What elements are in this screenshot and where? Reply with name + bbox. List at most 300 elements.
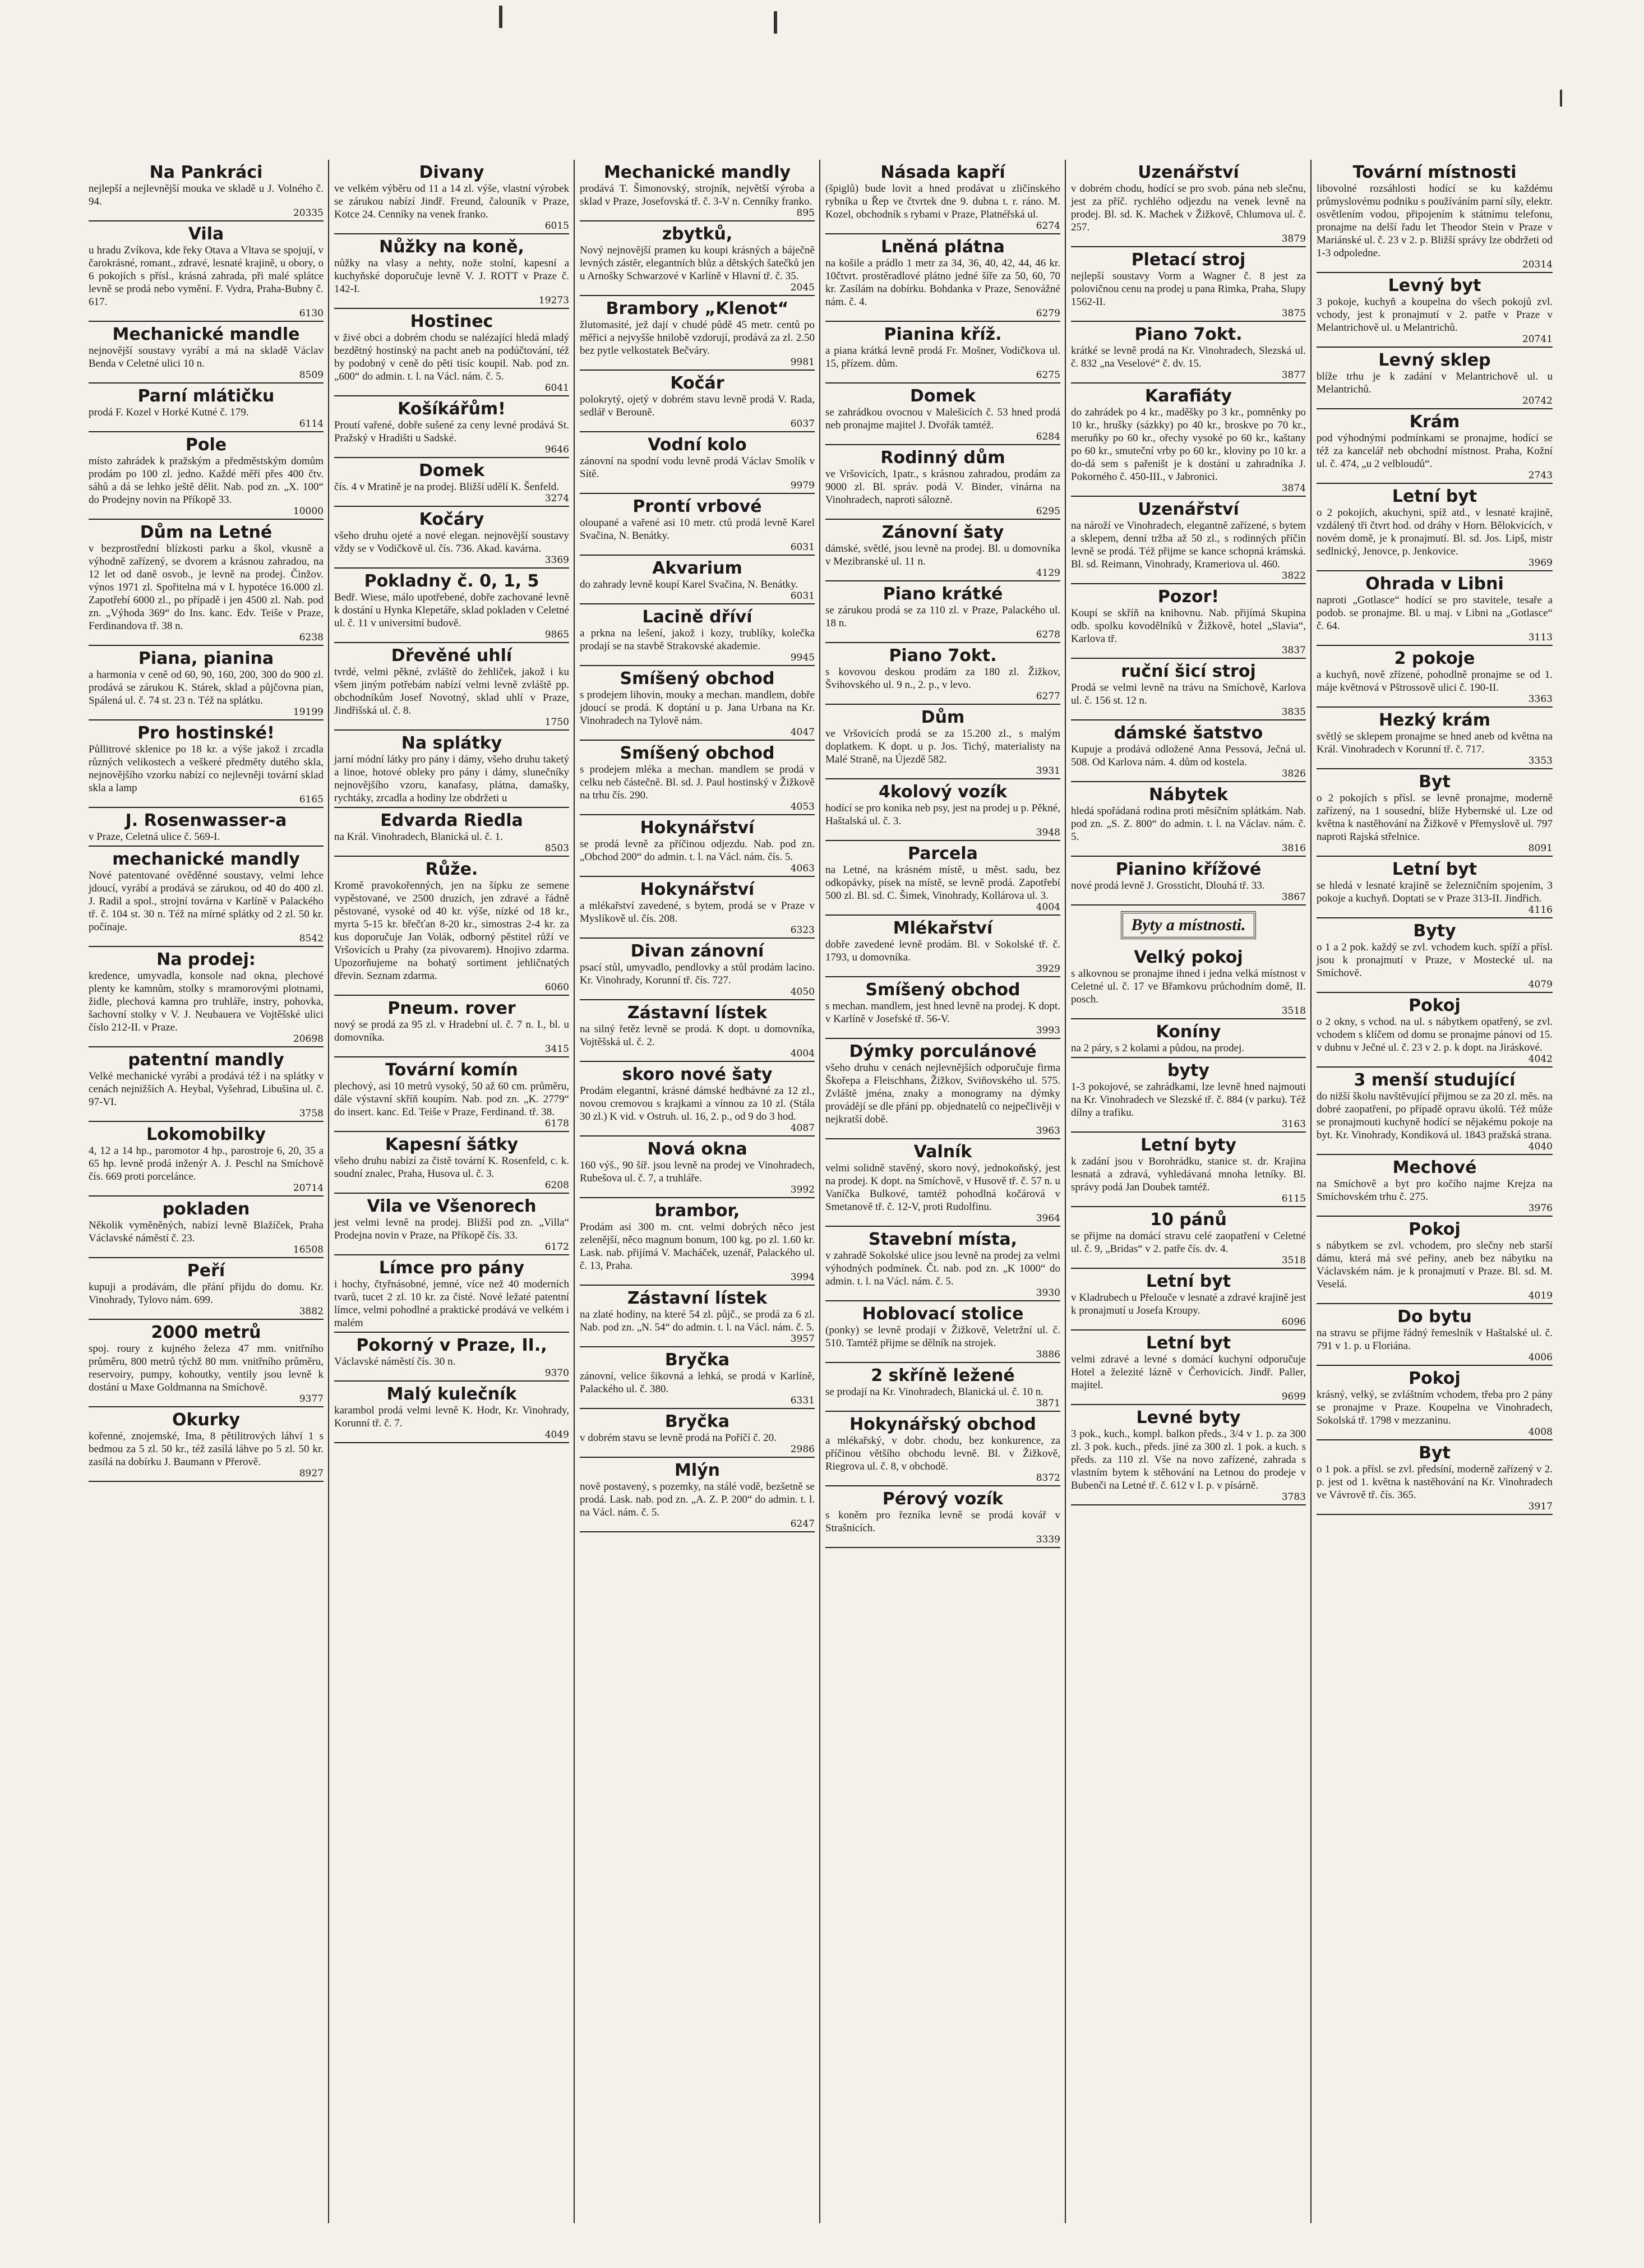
ad-reference-number: 20335 xyxy=(293,207,324,219)
classified-ad xyxy=(580,556,815,604)
ad-reference-number: 4049 xyxy=(544,1429,569,1440)
classified-ad xyxy=(334,458,569,507)
classified-ad xyxy=(580,815,815,877)
ad-reference-number: 6096 xyxy=(1281,1317,1306,1328)
ad-text: s kovovou deskou prodám za 180 zl. Žižkov, Švihovského ul. 9 n., 2. p., v levo. xyxy=(825,666,1060,691)
ad-reference-number: 3835 xyxy=(1281,706,1306,718)
ad-title: 4kolový vozík xyxy=(879,782,1007,802)
ad-title: 2 skříně ležené xyxy=(871,1366,1015,1385)
classified-ad xyxy=(1071,384,1306,497)
ad-reference-number: 8503 xyxy=(544,843,569,854)
ad-text: Prodá se velmi levně na trávu na Smíchově, Karlova ul. č. 156 st. 12 n. xyxy=(1071,682,1306,706)
classified-ad xyxy=(89,847,324,947)
ad-title: Na Pankráci xyxy=(149,163,263,182)
ad-reference-number: 3957 xyxy=(790,1333,815,1345)
classified-ad xyxy=(1317,409,1553,484)
ad-reference-number: 6015 xyxy=(544,220,569,232)
ad-reference-number: 9699 xyxy=(1281,1391,1306,1402)
classified-ad xyxy=(825,779,1060,841)
ad-text: v živé obci a dobrém chodu se nalézající hledá mladý bezdětný hostinský na pacht aneb na podúčtování, též by podobný v ceně do pěti tisíc koupil. Nab. pod zn. „600“ do admin. t. l. na Václ. nám. č. 5. xyxy=(334,332,569,382)
ad-title: Mechanické mandle xyxy=(112,325,300,344)
ad-title: Valník xyxy=(913,1142,972,1162)
ad-reference-number: 3930 xyxy=(1036,1287,1060,1299)
classified-ad xyxy=(1071,584,1306,659)
ad-text: s koněm pro řezníka levně se prodá kovář v Strašnicích. xyxy=(825,1509,1060,1534)
ad-title: Límce pro pány xyxy=(378,1258,525,1278)
ad-text: světlý se sklepem pronajme se hned aneb od května na Král. Vinohradech v Korunní tř. č. 717. xyxy=(1317,731,1553,755)
ad-text: a mlékařský, v dobr. chodu, bez konkurence, za příčinou většího obchodu levně. Bl. v Žižkově, Riegrova ul. č. 8, v obchodě. xyxy=(825,1435,1060,1472)
ad-reference-number: 4047 xyxy=(790,727,815,738)
ad-title: Tovární místnosti xyxy=(1352,163,1517,182)
classified-ad xyxy=(89,432,324,520)
ad-title: Levný byt xyxy=(1388,276,1481,295)
classified-ad xyxy=(825,322,1060,384)
ad-text: i hochy, čtyřnásobné, jemné, více než 40 moderních tvarů, tucet 2 zl. 10 kr. za čisté. Nové ležaté patentní límce, velmi pohodlné a praktické prodává ve velkém i malém xyxy=(334,1278,569,1329)
classified-ad xyxy=(1317,993,1553,1068)
ad-reference-number: 4087 xyxy=(790,1123,815,1134)
classified-ad xyxy=(334,569,569,643)
ad-reference-number: 20314 xyxy=(1522,259,1553,270)
ad-text: o 1 pok. a přísl. se zvl. předsíní, moderně zařízený v 2. p. jest od 1. května k nastěhování na Kr. Vinohradech ve Vávrově tř. čís. 365. xyxy=(1317,1463,1553,1501)
ad-text: a prkna na lešení, jakož i kozy, trublíky, kolečka prodají se na stavbě Strakovské akademie. xyxy=(580,627,815,652)
ad-title: Kočár xyxy=(670,373,724,393)
ad-reference-number: 3871 xyxy=(1036,1398,1060,1409)
ad-text: v dobrém stavu se levně prodá na Poříčí č. 20. xyxy=(580,1432,777,1444)
ad-reference-number: 20714 xyxy=(293,1182,324,1194)
ad-text: a mlékařství zavedené, s bytem, prodá se v Praze v Myslíkově ul. čís. 208. xyxy=(580,900,815,925)
classified-ad xyxy=(580,432,815,494)
ad-text: v Praze, Celetná ulice č. 569-I. xyxy=(89,831,220,843)
ad-text: s nábytkem se zvl. vchodem, pro slečny neb starší dámu, která má své peřiny, aneb bez nábytku na Václavském nám. je k pronajmutí v Praze. Bl. sd. M. Veselá. xyxy=(1317,1240,1553,1290)
ad-text: se prodají na Kr. Vinohradech, Blanická ul. č. 10 n. xyxy=(825,1386,1043,1398)
classified-ad xyxy=(89,646,324,720)
ad-title: Parní mlátičku xyxy=(137,386,275,406)
ad-text: se přijme na domácí stravu celé zaopatření v Celetné ul. č. 9, „Bridas“ v 2. patře čís. dv. 4. xyxy=(1071,1230,1306,1255)
ad-title: Dům na Letné xyxy=(140,523,273,542)
ad-title: Piana, pianina xyxy=(138,649,274,668)
ad-text: o 1 a 2 pok. každý se zvl. vchodem kuch. spíží a přísl. jsou k pronajmutí v Praze, v Mostecké ul. na Smíchově. xyxy=(1317,941,1553,979)
ad-reference-number: 4008 xyxy=(1528,1426,1553,1438)
ad-text: Prodám elegantní, krásné dámské hedbávné za 12 zl., novou cremovou s krajkami a vínnou za 10 zl. (Stála 30 zl.) K vid. v Ostruh. ul. 16, 2. p., od 9 do 3 hod. xyxy=(580,1085,815,1123)
ad-reference-number: 6115 xyxy=(1281,1193,1306,1204)
section-banner-text: Byty a místnosti. xyxy=(1121,911,1255,939)
classified-ad xyxy=(580,666,815,741)
ad-title: Akvarium xyxy=(652,558,742,578)
ad-reference-number: 2986 xyxy=(790,1444,815,1455)
ad-title: Letní byty xyxy=(1140,1135,1236,1155)
ad-title: Stavební místa, xyxy=(868,1230,1018,1249)
ad-reference-number: 4129 xyxy=(1036,567,1060,579)
classified-ad xyxy=(1071,1269,1306,1331)
ad-reference-number: 3163 xyxy=(1281,1119,1306,1130)
ad-title: Peří xyxy=(187,1261,225,1281)
ad-reference-number: 6031 xyxy=(790,590,815,602)
ad-reference-number: 6279 xyxy=(1036,308,1060,319)
classified-ad xyxy=(334,808,569,857)
ad-text: dámské, světlé, jsou levně na prodej. Bl. u domovníka v Mezibranské ul. 11 n. xyxy=(825,543,1060,567)
column-1 xyxy=(84,160,329,2223)
ad-reference-number: 4116 xyxy=(1528,904,1553,916)
classified-ad xyxy=(1317,918,1553,993)
ad-reference-number: 6323 xyxy=(790,925,815,936)
ad-title: Zástavní lístek xyxy=(627,1288,768,1308)
classified-ad xyxy=(825,705,1060,779)
ad-text: ve Vršovicích, 1patr., s krásnou zahradou, prodám za 9000 zl. Bl. správ. podá V. Binder, vinárna na Vinohradech, naproti sálozně. xyxy=(825,468,1060,506)
classified-ad xyxy=(334,1255,569,1333)
ad-title: Mechanické mandly xyxy=(603,163,791,182)
ad-text: 3 pokoje, kuchyň a koupelna do všech pokojů zvl. vchody, jest k pronajmutí v 2. patře v Praze v Melantrichově ul. u Melantrichů. xyxy=(1317,296,1553,334)
ad-title: Vila ve Všenorech xyxy=(367,1197,537,1216)
classified-ad xyxy=(89,160,324,221)
ad-title: mechanické mandly xyxy=(112,849,300,869)
classified-ad xyxy=(580,877,815,939)
ad-title: Pokladny č. 0, 1, 5 xyxy=(364,571,539,591)
classified-ad xyxy=(825,1139,1060,1227)
ad-text: Bedř. Wiese, málo upotřebené, dobře zachované levně k dostání u Hynka Klepetáře, sklad pokladen v Celetné ul. č. 11 v universitní budově. xyxy=(334,592,569,629)
ad-reference-number: 8372 xyxy=(1036,1472,1060,1484)
ad-reference-number: 6274 xyxy=(1036,220,1060,232)
classified-ad xyxy=(825,643,1060,705)
classified-ad xyxy=(334,857,569,996)
ad-title: 2 pokoje xyxy=(1394,649,1475,668)
ad-title: Karafiáty xyxy=(1145,386,1232,406)
classified-ad xyxy=(1317,857,1553,918)
ad-reference-number: 3518 xyxy=(1281,1005,1306,1017)
ad-reference-number: 3917 xyxy=(1528,1501,1553,1512)
classified-ad xyxy=(89,1122,324,1197)
ad-text: karambol prodá velmi levně K. Hodr, Kr. Vinohrady, Korunní tř. č. 7. xyxy=(334,1405,569,1429)
ad-reference-number: 3993 xyxy=(1036,1025,1060,1036)
ad-text: Koupí se skříň na knihovnu. Nab. přijímá Skupina odb. spolku kovodělníků v Žižkově, hotel „Slavia“, Karlova tř. xyxy=(1071,607,1306,645)
ad-text: Kromě pravokořenných, jen na šípku ze semene vypěstované, ve 2500 druzích, jen zdravé a řádně pěstované, vysoké od 40 kr. výše, nízké od 18 kr., myrta 5-15 kr. břečťan 8-20 kr., simostras 2-4 kr. za kus doporučuje Jan Volák, odborný pěstitel růží ve Vršovicích u Prahy (za pivovarem). Hnojivo zdarma. Upozorňujeme na bohatý sortiment jehličnatých dřevin. Seznam zdarma. xyxy=(334,880,569,982)
ad-title: Velký pokoj xyxy=(1134,948,1243,967)
ad-title: Byty xyxy=(1413,921,1456,941)
ad-title: Pletací stroj xyxy=(1131,250,1246,270)
ad-text: prodává T. Šimonovský, strojník, největší výroba a sklad v Praze, Josefovská tř. č. 3-V n. Cenníky franko. xyxy=(580,183,815,207)
ad-title: Dýmky porculánové xyxy=(849,1042,1037,1061)
ad-text: se prodá levně za příčinou odjezdu. Nab. pod zn. „Obchod 200“ do admin. t. l. na Václ. nám. čís. 5. xyxy=(580,838,815,863)
ad-reference-number: 4004 xyxy=(790,1048,815,1059)
ad-title: Nová okna xyxy=(647,1139,747,1159)
ad-title: patentní mandly xyxy=(128,1050,284,1070)
ad-text: a kuchyň, nově zřízené, pohodlně pronajme se od 1. máje květnová v Pštrossově ulici č. 190-II. xyxy=(1317,669,1553,694)
scan-mark xyxy=(499,6,502,28)
classified-ad xyxy=(1071,1331,1306,1405)
ad-title: Pianina kříž. xyxy=(884,325,1002,344)
ad-title: Mlýn xyxy=(674,1461,721,1480)
ad-reference-number: 9945 xyxy=(790,652,815,663)
classified-ad xyxy=(1071,1019,1306,1058)
classified-ad xyxy=(89,720,324,808)
classified-ad xyxy=(825,1227,1060,1301)
classified-ad xyxy=(89,947,324,1047)
ad-text: Kupuje a prodává odložené Anna Pessová, Ječná ul. 508. Od Karlova nám. 4. dům od kostela. xyxy=(1071,743,1306,768)
ad-text: (špiglů) bude lovit a hned prodávat u zličínského rybníka u Řep ve čtvrtek dne 9. dubna t. r. ráno. M. Kozel, obchodník s rybami v Praze, Platnéřská ul. xyxy=(825,183,1060,220)
classified-ad xyxy=(1317,160,1553,273)
classified-ad xyxy=(580,1062,815,1137)
ad-reference-number: 8927 xyxy=(299,1468,324,1479)
ad-title: Lacině dříví xyxy=(642,607,752,627)
ad-reference-number: 6172 xyxy=(544,1241,569,1253)
classified-ad xyxy=(825,977,1060,1039)
ad-reference-number: 6060 xyxy=(544,982,569,993)
ad-title: Letní byt xyxy=(1146,1333,1231,1353)
ad-reference-number: 6178 xyxy=(544,1118,569,1129)
classified-ad xyxy=(89,221,324,322)
ad-reference-number: 3363 xyxy=(1528,694,1553,705)
ad-text: kupuji a prodávám, dle přání přijdu do domu. Kr. Vinohrady, Tylovo nám. 699. xyxy=(89,1281,324,1306)
classified-ad xyxy=(334,1194,569,1255)
ad-text: všeho druhu nabízí za čistě tovární K. Rosenfeld, c. k. soudní znalec, Praha, Husova ul. č. 3. xyxy=(334,1155,569,1180)
classified-ad xyxy=(580,1409,815,1458)
ad-title: 3 menší studující xyxy=(1354,1070,1516,1090)
ad-title: Letní byt xyxy=(1392,860,1477,879)
ad-title: Pokoj xyxy=(1409,996,1461,1015)
ad-title: Uzenářství xyxy=(1138,163,1239,182)
ad-reference-number: 3867 xyxy=(1281,892,1306,903)
ad-title: Vodní kolo xyxy=(648,435,747,455)
ad-text: velmi solidně stavěný, skoro nový, jednokoňský, jest na prodej. K dopt. na Smíchově, v Husově tř. č. 57 n. u Vaníčka Bulkové, tamtéž pohodlná kočárová v Smetanově tř. č. 12-V, proti Rudolfinu. xyxy=(825,1162,1060,1213)
ad-reference-number: 3976 xyxy=(1528,1203,1553,1214)
ad-text: plechový, asi 10 metrů vysoký, 50 až 60 cm. průměru, dále výstavní skříň koupím. Nab. pod zn. „K. 2779“ do insert. kanc. Ed. Teiše v Praze, Ferdinand. tř. 38. xyxy=(334,1080,569,1118)
ad-reference-number: 4040 xyxy=(1528,1141,1553,1152)
ad-text: na Letné, na krásném místě, u měst. sadu, bez odkopávky, písek na místě, se levně prodá. Zapotřebí 500 zl. Bl. sd. C. Šimek, Vinohrady, Kollárova ul. 3. xyxy=(825,864,1060,902)
ad-title: Rodinný dům xyxy=(880,448,1005,468)
ad-title: pokladen xyxy=(162,1199,250,1219)
column-5 xyxy=(1066,160,1311,2223)
ad-text: k zadání jsou v Borohrádku, stanice st. dr. Krajina lesnatá a zdravá, vyhledávaná mnoha letníky. Bl. správy podá Jan Doubek tamtéž. xyxy=(1071,1156,1306,1193)
ad-text: Prodám asi 300 m. cnt. velmi dobrých něco jest zelenější, něco magnum bonum, 100 kg. po zl. 1.60 kr. Lask. nab. přijímá V. Macháček, uzenář, Palackého ul. č. 13, Praha. xyxy=(580,1221,815,1272)
ad-title: Piano 7okt. xyxy=(889,646,997,666)
ad-text: oloupané a vařené asi 10 metr. ctů prodá levně Karel Svačina, N. Benátky. xyxy=(580,517,815,542)
ad-reference-number: 3113 xyxy=(1528,632,1553,643)
ad-text: 4, 12 a 14 hp., paromotor 4 hp., parostroje 6, 20, 35 a 65 hp. levně prodá inženýr A. J. Peschl na Smíchově čís. 669 proti porcelánce. xyxy=(89,1145,324,1182)
classified-ad xyxy=(1071,247,1306,322)
ad-title: Kočáry xyxy=(419,510,484,529)
ad-title: Hokynářství xyxy=(640,880,755,899)
classified-ad xyxy=(334,507,569,569)
ad-reference-number: 1750 xyxy=(544,717,569,728)
ad-title: Hezký krám xyxy=(1378,710,1491,730)
ad-reference-number: 3518 xyxy=(1281,1255,1306,1266)
ad-text: a harmonia v ceně od 60, 90, 160, 200, 300 do 900 zl. prodává se zárukou K. Stárek, sklad a půjčovna pian, Spálená ul. č. 74 st. 23 n. Též na splátku. xyxy=(89,669,324,706)
ad-text: na nároží ve Vinohradech, elegantně zařízené, s bytem a sklepem, denní tržba až 50 zl., s rodinných příčin levně se prodá. Též přijme se kance schopná krámská. Bl. sd. Reimann, Vinohrady, Krameriova ul. 460. xyxy=(1071,520,1306,570)
ad-reference-number: 9865 xyxy=(544,629,569,640)
ad-text: a piana krátká levně prodá Fr. Mošner, Vodičkova ul. 15, přízem. dům. xyxy=(825,345,1060,369)
ad-title: Pokoj xyxy=(1409,1220,1461,1239)
ad-title: Na prodej: xyxy=(156,950,256,969)
ad-title: Edvarda Riedla xyxy=(380,811,523,830)
ad-text: na silný řetěz levně se prodá. K dopt. u domovníka, Vojtěšská ul. č. 2. xyxy=(580,1023,815,1048)
ad-text: o 2 pokojích s přísl. se levně pronajme, moderně zařízený, na 1 sousední, blíže Hybernské ul. Lze od května k nastěhování na Žižkově v Přemyslově ul. 797 naproti Rajská střelnice. xyxy=(1317,792,1553,843)
classified-ad xyxy=(580,1347,815,1409)
ad-reference-number: 4019 xyxy=(1528,1290,1553,1301)
classified-ad xyxy=(825,520,1060,581)
ad-text: nové prodá levně J. Grossticht, Dlouhá tř. 33. xyxy=(1071,880,1265,892)
ad-reference-number: 6165 xyxy=(299,794,324,805)
ad-title: 10 pánů xyxy=(1150,1210,1227,1230)
ad-text: v zahradě Sokolské ulice jsou levně na prodej za velmi výhodných podmínek. Čt. nab. pod zn. „K 1000“ do admin. t. l. na Václ. nám. č. 5. xyxy=(825,1250,1060,1287)
ad-reference-number: 20741 xyxy=(1522,334,1553,345)
classified-ad xyxy=(89,1047,324,1122)
ad-text: velmi zdravé a levné s domácí kuchyní odporučuje Hotel a železité lázně v Čerhovicích. Jindř. Paller, majitel. xyxy=(1071,1354,1306,1391)
ad-title: Uzenářství xyxy=(1138,500,1239,519)
ad-text: se zahrádkou ovocnou v Malešicích č. 53 hned prodá neb pronajme majitel J. Dvořák tamtéž. xyxy=(825,407,1060,431)
classified-ad xyxy=(89,322,324,384)
ad-text: do zahrady levně koupí Karel Svačina, N. Benátky. xyxy=(580,579,798,590)
ad-title: Parcela xyxy=(908,844,978,863)
ad-reference-number: 19273 xyxy=(538,295,569,306)
classified-ad xyxy=(825,581,1060,643)
classified-ad xyxy=(1071,945,1306,1019)
ad-text: s mechan. mandlem, jest hned levně na prodej. K dopt. v Karlíně v Josefské tř. 56-V. xyxy=(825,1000,1060,1025)
ad-title: Letní byt xyxy=(1146,1272,1231,1291)
ad-reference-number: 6295 xyxy=(1036,506,1060,517)
ad-reference-number: 8542 xyxy=(299,933,324,944)
classified-ad xyxy=(334,996,569,1057)
classified-ad xyxy=(89,384,324,432)
classified-ad xyxy=(580,1137,815,1198)
ad-title: Krám xyxy=(1409,412,1460,432)
classified-ad xyxy=(1071,497,1306,584)
ad-title: Kapesní šátky xyxy=(385,1135,519,1154)
ad-text: se hledá v lesnaté krajině se železničním spojením, 3 pokoje a kuchyň. Doptati se v Praze 313-II. Jindřich. xyxy=(1317,880,1553,904)
ad-title: Hokynářství xyxy=(640,818,755,838)
ad-reference-number: 8509 xyxy=(299,369,324,381)
ad-reference-number: 20698 xyxy=(293,1033,324,1045)
ad-text: (ponky) se levně prodají v Žižkově, Veletržní ul. č. 510. Tamtéž přijme se dělník na strojek. xyxy=(825,1324,1060,1349)
ad-text: v bezprostřední blízkosti parku a škol, vkusně a výhodně zařízený, se dvorem a krásnou zahradou, na 12 let od daně osvob., je levně na prodej. Činžov. výnos 1971 zl. Spořitelna má v I. hypotéce 16.000 zl. Zapotřebí 6000 zl., po případě i jen 4500 zl. Nab. pod zn. „Výhoda 369“ do Ins. kanc. Edv. Teiše v Praze, Ferdinandova tř. 38 n. xyxy=(89,543,324,632)
classified-ad xyxy=(1317,1366,1553,1440)
classified-ad xyxy=(1317,646,1553,708)
ad-reference-number: 3886 xyxy=(1036,1349,1060,1360)
ad-reference-number: 3874 xyxy=(1281,483,1306,494)
ad-text: 3 pok., kuch., kompl. balkon předs., 3/4 v 1. p. za 300 zl. 3 pok. kuch., předs. jiné za 300 zl. 1 pok. a kuch. s předs. za 110 zl. Vše na novo zařízené, zahrada s vlastním bytem k stěhování na Letnou do prodeje v Bubenči na Letné tř. č. 612 v I. p. v písárně. xyxy=(1071,1428,1306,1491)
ad-reference-number: 6114 xyxy=(299,418,324,429)
ad-text: nově postavený, s pozemky, na stálé vodě, bezšetně se prodá. Lask. nab. pod zn. „A. Z. P. 200“ do admin. t. l. na Václ. nám. č. 5. xyxy=(580,1481,815,1518)
ad-text: s prodejem lihovin, mouky a mechan. mandlem, dobře jdoucí se prodá. K doptání u p. Jana Urbana na Kr. Vinohradech na Tylově nám. xyxy=(580,689,815,727)
ad-reference-number: 8091 xyxy=(1528,843,1553,854)
ad-text: nový se prodá za 95 zl. v Hradební ul. č. 7 n. I., bl. u domovníka. xyxy=(334,1019,569,1043)
ad-title: Růže. xyxy=(425,860,478,879)
ad-title: Pro hostinské! xyxy=(137,723,275,743)
ad-reference-number: 6041 xyxy=(544,382,569,394)
classified-ad xyxy=(1071,1207,1306,1269)
classified-ad xyxy=(334,1132,569,1194)
ad-reference-number: 10000 xyxy=(293,506,324,517)
ad-text: prodá F. Kozel v Horké Kutné č. 179. xyxy=(89,407,249,418)
ad-title: Hoblovací stolice xyxy=(862,1304,1024,1324)
ad-text: libovolné rozsáhlosti hodící se ku každému průmyslovému podniku s používáním parní síly, elektr. osvětlením vodou, připojením k státnímu telefonu, pronajme na delší řadu let Theodor Stein v Praze v Mariánské ul. č. 23 v 2. p. Bližší správy lze obdržeti od 1-3 odpoledne. xyxy=(1317,183,1553,259)
ad-text: všeho druhu v cenách nejlevnějších odporučuje firma Škořepa a Fleischhans, Žižkov, Sviňovského ul. 575. Zvláště jména, znaky a monogramy na dýmky provádějí se dle přání pp. objednatelů co nejpečlivěji v nejkratší době. xyxy=(825,1062,1060,1125)
ad-reference-number: 3353 xyxy=(1528,755,1553,766)
ad-title: byty xyxy=(1167,1061,1209,1080)
ad-text: nejlepší a nejlevnější mouka ve skladě u J. Volného č. 94. xyxy=(89,183,324,207)
ad-reference-number: 6284 xyxy=(1036,431,1060,442)
ad-title: J. Rosenwasser-a xyxy=(125,811,287,830)
classified-ad xyxy=(334,234,569,309)
ad-reference-number: 3274 xyxy=(544,493,569,504)
ad-title: Nábytek xyxy=(1148,785,1229,805)
ad-reference-number: 2045 xyxy=(790,282,815,293)
classified-ad xyxy=(580,1198,815,1286)
ad-title: Do bytu xyxy=(1397,1307,1472,1327)
ad-title: Prontí vrbové xyxy=(632,497,762,516)
ad-text: naproti „Gotlasce“ hodící se pro stavitele, tesaře a podob. se pronajme. Bl. u maj. v Libni na „Gotlasce“ č. 64. xyxy=(1317,594,1553,632)
ad-text: nůžky na vlasy a nehty, nože stolní, kapesní a kuchyňské doporučuje levně V. J. ROTT v Praze č. 142-I. xyxy=(334,257,569,295)
ad-title: Divan zánovní xyxy=(630,941,764,961)
ad-text: o 2 pokojích, akuchyni, spíž atd., v lesnaté krajině, vzdálený tři čtvrt hod. od dráhy v Horn. Bělokvicích, v novém domě, je k pronajmutí. Bl. sd. Jos. Lipš, mistr sedlnický, Jenovce, p. Jenkovice. xyxy=(1317,507,1553,557)
classified-ad xyxy=(580,939,815,1000)
ad-reference-number: 9370 xyxy=(544,1368,569,1379)
ad-reference-number: 3994 xyxy=(790,1272,815,1283)
classified-ad xyxy=(334,309,569,396)
ad-text: s prodejem mléka a mechan. mandlem se prodá v celku neb částečně. Bl. sd. J. Paul hostinský v Žižkově na trhu čís. 290. xyxy=(580,764,815,801)
ad-title: Zánovní šaty xyxy=(881,523,1004,542)
ad-reference-number: 3882 xyxy=(299,1306,324,1317)
ad-text: v Kladrubech u Přelouče v lesnaté a zdravé krajině jest k pronajmutí u Josefa Kroupy. xyxy=(1071,1292,1306,1317)
ad-reference-number: 6247 xyxy=(790,1518,815,1530)
ad-text: krásný, velký, se zvláštním vchodem, třeba pro 2 pány se pronajme v Praze. Koupelna ve Vinohradech, Sokolská tř. 1798 v mezzaninu. xyxy=(1317,1389,1553,1426)
classified-ad xyxy=(334,731,569,808)
ad-text: na košile a prádlo 1 metr za 34, 36, 40, 42, 44, 46 kr. 10čtvrt. prostěradlové plátno jedné šíře za 50, 60, 70 kr. Zasílám na dobírku. Bohdanka v Praze, Senovážné nám. č. 4. xyxy=(825,257,1060,308)
ad-title: Hokynářský obchod xyxy=(849,1415,1036,1434)
column-3 xyxy=(575,160,820,2223)
classified-ad xyxy=(580,371,815,432)
classified-ad xyxy=(334,1382,569,1443)
ad-reference-number: 3837 xyxy=(1281,645,1306,656)
ad-text: místo zahrádek k pražským a předměstským domům prodám po 100 zl. jedno. Každé měří přes 400 čtv. sáhů a dá se lehko ještě dělit. Nab. pod zn. „X. 100“ do Prodejny novin na Příkopě 33. xyxy=(89,455,324,506)
classified-ad xyxy=(1317,1068,1553,1155)
classified-ad xyxy=(1071,1058,1306,1133)
ad-title: Na splátky xyxy=(401,733,502,753)
ad-text: dobře zavedené levně prodám. Bl. v Sokolské tř. č. 1793, u domovníka. xyxy=(825,939,1060,963)
ad-reference-number: 9646 xyxy=(544,444,569,455)
ad-text: na 2 páry, s 2 kolami a půdou, na prodej. xyxy=(1071,1042,1245,1054)
ad-reference-number: 9981 xyxy=(790,357,815,368)
ad-title: Dům xyxy=(921,708,965,727)
ad-title: Pérový vozík xyxy=(882,1489,1004,1509)
classified-ad xyxy=(1071,857,1306,906)
ad-reference-number: 895 xyxy=(796,207,815,219)
ad-title: Smíšený obchod xyxy=(865,980,1020,1000)
ad-title: Hostinec xyxy=(410,312,493,331)
ad-text: u hradu Zvíkova, kde řeky Otava a Vltava se spojují, v čarokrásné, romant., zdravé, lesnaté krajině, u obory, o 6 pokojích s přísl., krásná zahrada, při malé splátce levně se prodá nebo vymění. F. Vydra, Praha-Bubny č. 617. xyxy=(89,244,324,308)
ad-text: na stravu se přijme řádný řemeslník v Haštalské ul. č. 791 v 1. p. u Floriána. xyxy=(1317,1327,1553,1352)
ad-text: kořenné, znojemské, Ima, 8 pětilitrových láhví 1 s bedmou za 5 zl. 50 kr., též zasílá láhve po 5 zl. 50 kr. zasílá na dobírku J. Baumann v Přerově. xyxy=(89,1430,324,1468)
classified-ad xyxy=(825,1412,1060,1486)
ad-text: ve velkém výběru od 11 a 14 zl. výše, vlastní výrobek se zárukou nabízí Jindř. Freund, čalouník v Praze, Kotce 24. Cenníky na venek franko. xyxy=(334,183,569,220)
classified-ad xyxy=(580,160,815,221)
ad-title: Brambory „Klenot“ xyxy=(606,299,789,318)
ad-text: na Král. Vinohradech, Blanická ul. č. 1. xyxy=(334,831,503,843)
ad-text: Václavské náměstí čís. 30 n. xyxy=(334,1356,456,1368)
ad-title: Letní byt xyxy=(1392,487,1477,506)
ad-title: Domek xyxy=(418,461,485,481)
ad-title: Bryčka xyxy=(664,1412,730,1431)
ad-reference-number: 3369 xyxy=(544,555,569,566)
ad-title: 2000 metrů xyxy=(151,1323,261,1342)
ad-reference-number: 3879 xyxy=(1281,233,1306,244)
ad-title: Pneum. rover xyxy=(387,999,516,1018)
ad-title: Smíšený obchod xyxy=(620,743,775,763)
ad-reference-number: 4006 xyxy=(1528,1352,1553,1363)
classified-ad xyxy=(89,808,324,847)
ad-title: Bryčka xyxy=(664,1350,730,1370)
ad-reference-number: 3822 xyxy=(1281,570,1306,581)
ad-reference-number: 6037 xyxy=(790,418,815,429)
classified-ad xyxy=(825,234,1060,322)
